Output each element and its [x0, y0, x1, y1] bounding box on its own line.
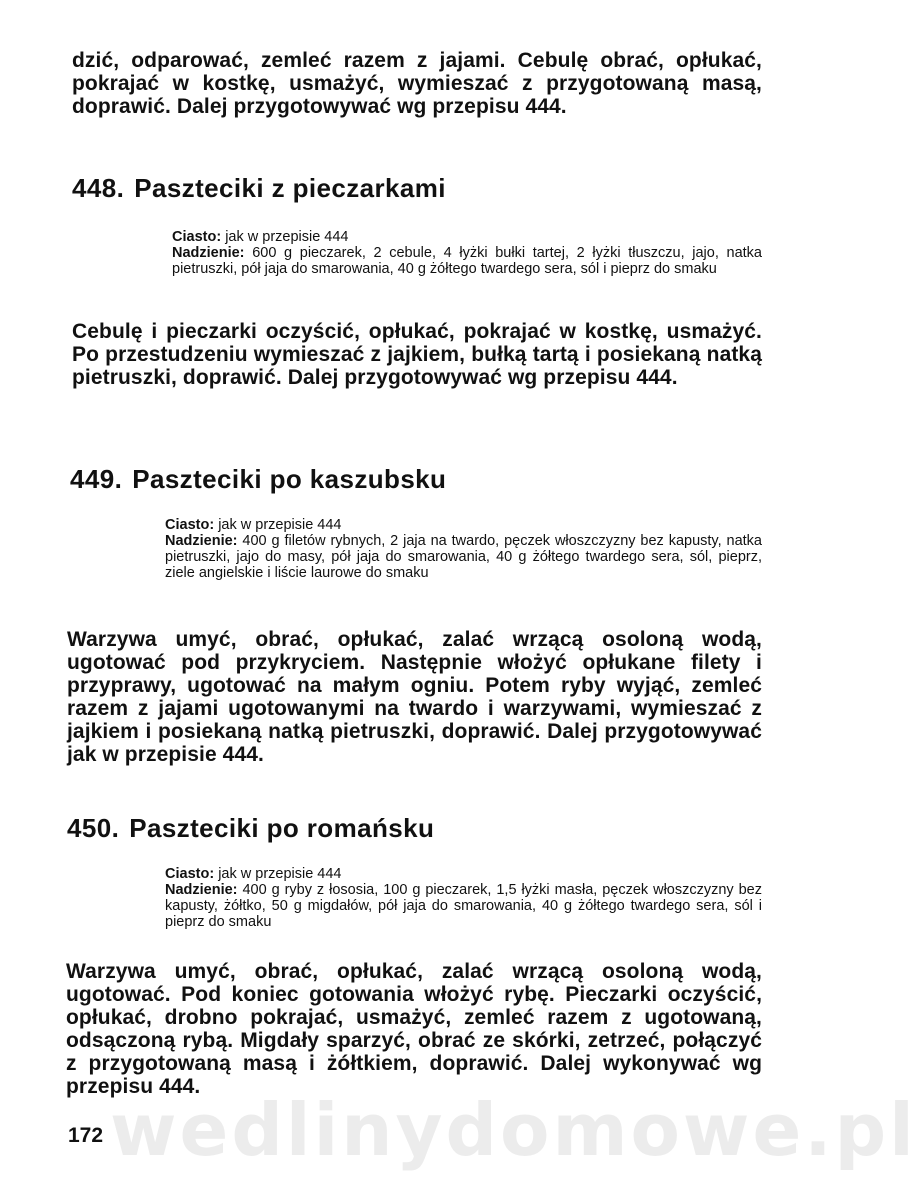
dough-label: Ciasto:: [172, 229, 222, 245]
intro-paragraph: dzić, odparować, zemleć razem z jajami. Cebulę obrać, opłukać, pokrajać w kostkę, usmażyć, wymieszać z przygotowaną masą, doprawić. Dalej przygotowywać wg przepisu 444.: [72, 49, 762, 118]
filling-value: 400 g filetów rybnych, 2 jaja na twardo, pęczek włoszczyzny bez kapusty, natka pietruszki, jajo do masy, pół jaja do smarowania, 40 g żółtego twardego sera, sól, pieprz, ziele angielskie i liście laurowe do smaku: [165, 533, 762, 581]
recipe-title: Paszteciki po kaszubsku: [132, 464, 447, 494]
filling-label: Nadzienie:: [172, 245, 245, 261]
recipe-449-ingredients: [165, 517, 762, 581]
recipe-450-instructions: Warzywa umyć, obrać, opłukać, zalać wrzącą osoloną wodą, ugotować. Pod koniec gotowania włożyć rybę. Pieczarki oczyścić, opłukać, drobno pokrajać, usmażyć, zemleć razem z ugotowaną, odsączoną rybą. Migdały sparzyć, obrać ze skórki, zetrzeć, połączyć z przygotowaną masą i żółtkiem, doprawić. Dalej wykonywać wg przepisu 444.: [66, 960, 762, 1098]
dough-line: [165, 517, 762, 533]
recipe-title: Paszteciki po romańsku: [129, 813, 435, 843]
filling-value: 600 g pieczarek, 2 cebule, 4 łyżki bułki tartej, 2 łyżki tłuszczu, jajo, natka pietruszki, pół jaja do smarowania, 40 g żółtego twardego sera, sól i pieprz do smaku: [172, 245, 762, 277]
dough-line: [165, 866, 762, 882]
dough-value: jak w przepisie 444: [218, 866, 342, 882]
filling-label: Nadzienie:: [165, 882, 238, 898]
recipe-450-heading: [67, 813, 434, 843]
dough-label: Ciasto:: [165, 866, 215, 882]
filling-value: 400 g ryby z łososia, 100 g pieczarek, 1,5 łyżki masła, pęczek włoszczyzny bez kapusty, żółtko, 50 g migdałów, pół jaja do smarowania, 40 g żółtego twardego sera, sól i pieprz do smaku: [165, 882, 762, 930]
dough-value: jak w przepisie 444: [225, 229, 349, 245]
watermark: wedlinydomowe.pl: [110, 1088, 917, 1172]
recipe-number: 449.: [70, 464, 123, 494]
dough-value: jak w przepisie 444: [218, 517, 342, 533]
dough-line: [172, 229, 762, 245]
filling-label: Nadzienie:: [165, 533, 238, 549]
recipe-448-instructions: Cebulę i pieczarki oczyścić, opłukać, pokrajać w kostkę, usmażyć. Po przestudzeniu wymieszać z jajkiem, bułką tartą i posiekaną natką pietruszki, doprawić. Dalej przygotowywać wg przepisu 444.: [72, 320, 762, 389]
recipe-450-ingredients: [165, 866, 762, 930]
dough-label: Ciasto:: [165, 517, 215, 533]
recipe-title: Paszteciki z pieczarkami: [134, 173, 446, 203]
filling-line: [172, 245, 762, 277]
recipe-number: 450.: [67, 813, 120, 843]
filling-line: [165, 533, 762, 581]
recipe-448-heading: [72, 173, 446, 203]
recipe-448-ingredients: [172, 229, 762, 277]
recipe-449-heading: [70, 464, 446, 494]
filling-line: [165, 882, 762, 930]
recipe-number: 448.: [72, 173, 125, 203]
page-number: 172: [68, 1124, 104, 1147]
recipe-449-instructions: Warzywa umyć, obrać, opłukać, zalać wrzącą osoloną wodą, ugotować pod przykryciem. Następnie włożyć opłukane filety i przyprawy, ugotować na małym ogniu. Potem ryby wyjąć, zemleć razem z jajami ugotowanymi na twardo i warzywami, wymieszać z jajkiem i posiekaną natką pietruszki, doprawić. Dalej przygotowywać jak w przepisie 444.: [67, 628, 762, 766]
